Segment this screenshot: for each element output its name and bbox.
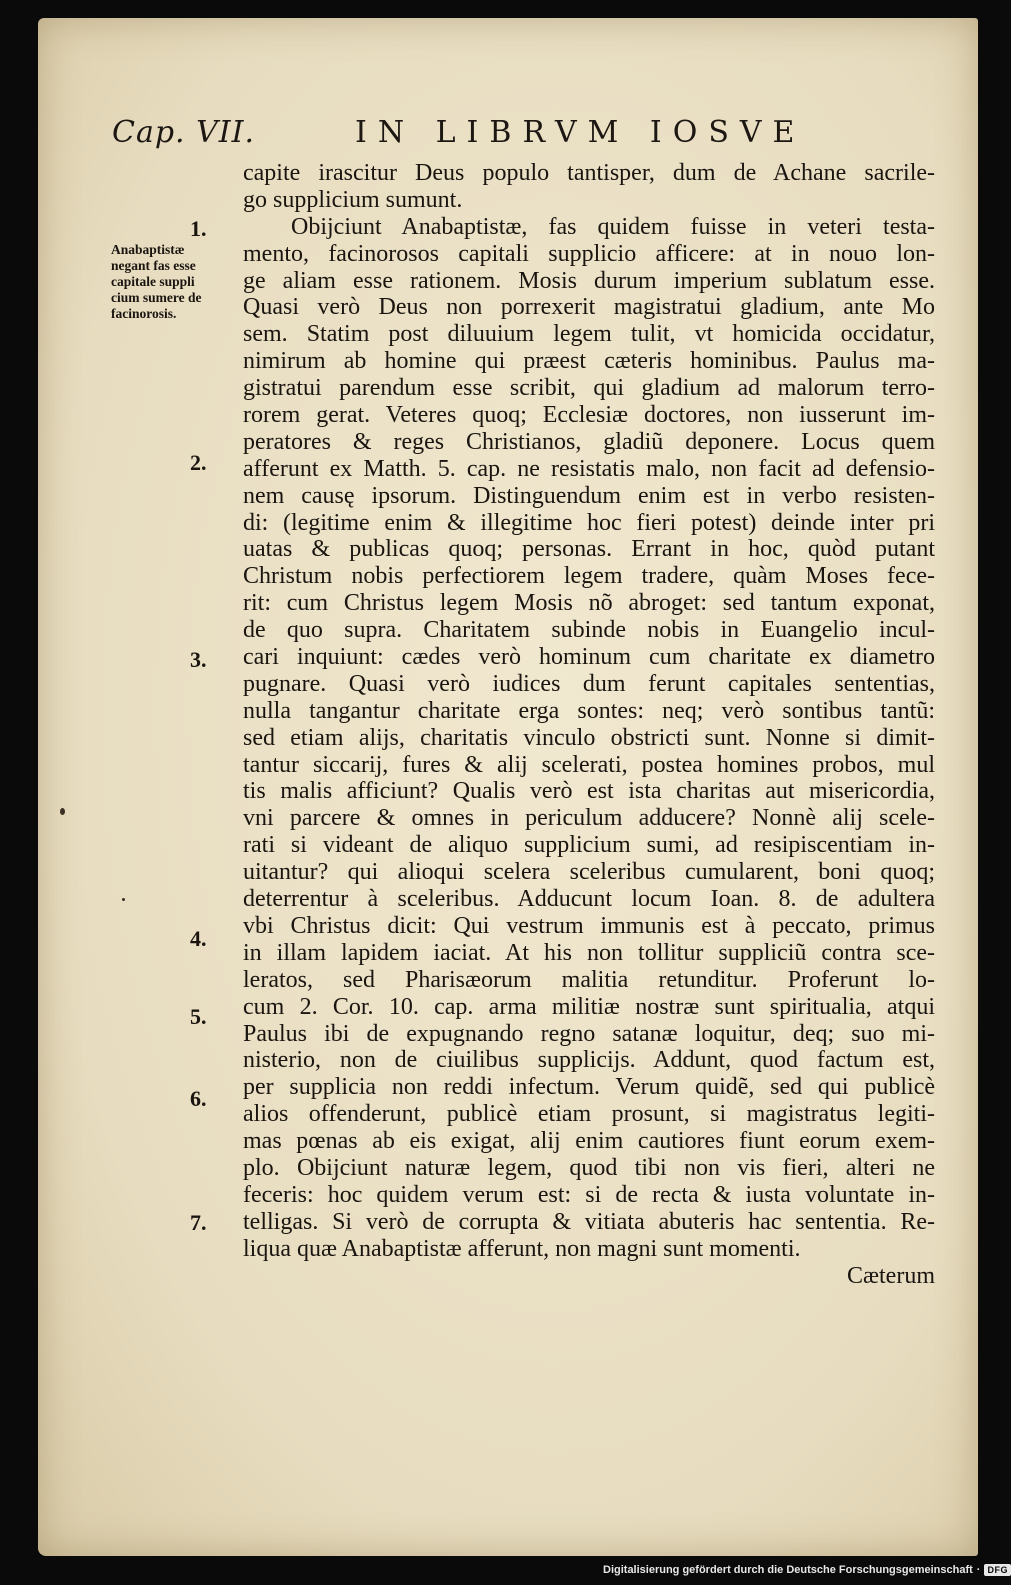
text-line: capite irascitur Deus populo tantisper, dum de Achane sacrile- bbox=[243, 160, 935, 186]
text-line: cari inquiunt: cædes verò hominum cum charitate ex diametro bbox=[243, 644, 935, 671]
dfg-logo: DFG bbox=[984, 1564, 1011, 1576]
marginal-note bbox=[111, 242, 246, 322]
text-line: uitantur? qui alioqui scelera sceleribus cumularent, boni quoq; bbox=[243, 859, 935, 886]
ink-speck bbox=[60, 808, 65, 815]
marginal-note-line: negant fas esse bbox=[111, 258, 196, 273]
text-line: cum 2. Cor. 10. cap. arma militiæ nostræ sunt spiritualia, atqui bbox=[243, 993, 935, 1020]
text-line: nem causę ipsorum. Distinguendum enim est in verbo resisten- bbox=[243, 482, 935, 509]
body-text bbox=[243, 160, 935, 1289]
text-line: afferunt ex Matth. 5. cap. ne resistatis malo, non facit ad defensio- bbox=[243, 455, 935, 482]
running-head-chapter: Cap. VII. bbox=[112, 115, 256, 150]
catchword: Cæterum bbox=[847, 1262, 935, 1289]
text-line: gistratui parendum esse scribit, qui gladium ad malorum terro- bbox=[243, 375, 935, 402]
text-line: nisterio, non de ciuilibus supplicijs. Addunt, quod factum est, bbox=[243, 1047, 935, 1074]
text-line: pugnare. Quasi verò iudices dum ferunt capitales sententias, bbox=[243, 670, 935, 697]
margin-number: 6. bbox=[190, 1086, 207, 1111]
marginal-note-line: Anabaptistæ bbox=[111, 242, 185, 257]
running-head-title: IN LIBRVM IOSVE bbox=[355, 115, 806, 150]
text-line: di: (legitime enim & illegitime hoc fieri potest) deinde inter pri bbox=[243, 509, 935, 536]
text-line: per supplicia non reddi infectum. Verum quidẽ, sed qui publicè bbox=[243, 1074, 935, 1101]
margin-number: 2. bbox=[190, 450, 207, 475]
text-line: in illam lapidem iaciat. At his non tollitur suppliciũ contra sce- bbox=[243, 939, 935, 966]
text-line: feceris: hoc quidem verum est: si de recta & iusta voluntate in- bbox=[243, 1181, 935, 1208]
text-line: peratores & reges Christianos, gladiũ deponere. Locus quem bbox=[243, 428, 935, 455]
text-line: Quasi verò Deus non porrexerit magistratui gladium, ante Mo bbox=[243, 294, 935, 321]
text-line: mento, facinorosos capitali supplicio afficere: at in nouo lon- bbox=[243, 240, 935, 267]
text-line: Christum nobis perfectiorem legem tradere, quàm Moses fece- bbox=[243, 563, 935, 590]
text-line: vni parcere & omnes in periculum adducere? Nonnè alij scele- bbox=[243, 805, 935, 832]
text-line: Obijciunt Anabaptistæ, fas quidem fuisse in veteri testa- bbox=[291, 213, 935, 240]
margin-number: 3. bbox=[190, 647, 207, 672]
margin-number: 5. bbox=[190, 1004, 207, 1029]
margin-number: 7. bbox=[190, 1210, 207, 1235]
text-line: go supplicium sumunt. bbox=[243, 186, 463, 213]
text-line: deterrentur à sceleribus. Adducunt locum Ioan. 8. de adultera bbox=[243, 886, 935, 913]
text-line: vbi Christus dicit: Qui vestrum immunis est à peccato, primus bbox=[243, 912, 935, 939]
marginal-note-line: facinorosis. bbox=[111, 306, 177, 321]
text-line: nimirum ab homine qui præest cæteris hominibus. Paulus ma- bbox=[243, 348, 935, 375]
text-line: nulla tangantur charitate erga sontes: neq; verò sontibus tantũ: bbox=[243, 697, 935, 724]
digitization-footer: Digitalisierung gefördert durch die Deutsche Forschungsgemeinschaft · DFG bbox=[603, 1561, 1011, 1579]
text-line: alios offenderunt, publicè etiam prosunt, si magistratus legiti- bbox=[243, 1101, 935, 1128]
text-line: sem. Statim post diluuium legem tulit, vt homicida occidatur, bbox=[243, 321, 935, 348]
marginal-note-line: capitale suppli bbox=[111, 274, 195, 289]
text-line: mas pœnas ab eis exigat, alij enim cautiores fiunt eorum exem- bbox=[243, 1128, 935, 1155]
text-line: Paulus ibi de expugnando regno satanæ loquitur, deq; suo mi- bbox=[243, 1020, 935, 1047]
text-line: telligas. Si verò de corrupta & vitiata abuteris hac sententia. Re- bbox=[243, 1208, 935, 1235]
text-line: tantur siccarij, fures & alij scelerati, postea homines probos, mul bbox=[243, 751, 935, 778]
text-line: uatas & publicas quoq; personas. Errant in hoc, quòd putant bbox=[243, 536, 935, 563]
text-line: de quo supra. Charitatem subinde nobis in Euangelio incul- bbox=[243, 617, 935, 644]
margin-number: 4. bbox=[190, 926, 207, 951]
text-line: tis malis afficiunt? Qualis verò est ista charitas aut misericordia, bbox=[243, 778, 935, 805]
marginal-note-line: cium sumere de bbox=[111, 290, 202, 305]
text-line: leratos, sed Pharisæorum malitia retunditur. Proferunt lo- bbox=[243, 966, 935, 993]
text-line: rorem gerat. Veteres quoq; Ecclesiæ doctores, non iusserunt im- bbox=[243, 402, 935, 429]
ink-speck bbox=[122, 898, 125, 901]
text-line: plo. Obijciunt naturæ legem, quod tibi non vis fieri, alteri ne bbox=[243, 1154, 935, 1181]
text-line: rit: cum Christus legem Mosis nõ abroget: sed tantum exponat, bbox=[243, 590, 935, 617]
text-line: sed etiam alijs, charitatis vinculo obstricti sunt. Nonne si dimit- bbox=[243, 724, 935, 751]
text-line: ge aliam esse rationem. Mosis durum imperium sublatum esse. bbox=[243, 267, 935, 294]
margin-number: 1. bbox=[190, 216, 207, 241]
footer-text: Digitalisierung gefördert durch die Deutsche Forschungsgemeinschaft bbox=[603, 1564, 973, 1576]
text-line: rati si videant de aliquo supplicium sumi, ad resipiscentiam in- bbox=[243, 832, 935, 859]
text-line: liqua quæ Anabaptistæ afferunt, non magni sunt momenti. bbox=[243, 1235, 801, 1262]
